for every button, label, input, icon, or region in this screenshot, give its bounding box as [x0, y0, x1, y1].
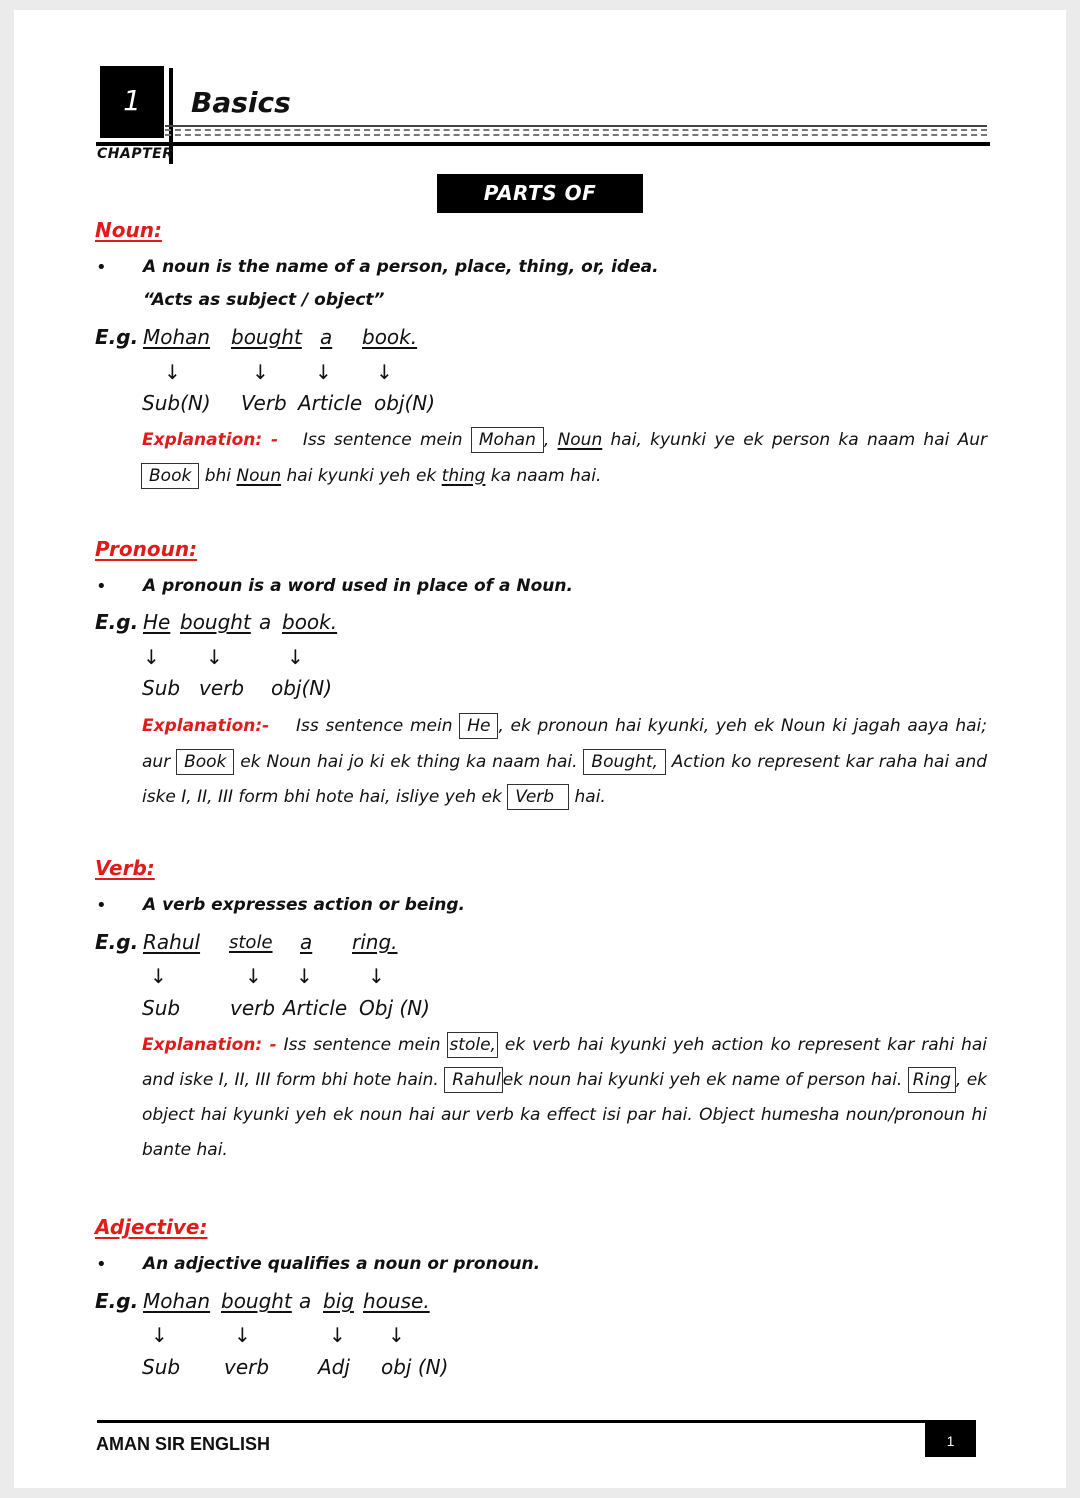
- example-word: a: [300, 930, 313, 954]
- arrow-down-icon: ↓: [296, 964, 313, 988]
- example-label: E.g.: [95, 1289, 139, 1313]
- role-label: Obj (N): [359, 996, 430, 1020]
- underlined-word: thing: [441, 465, 486, 486]
- role-label: obj(N): [374, 391, 436, 415]
- role-label: Sub: [142, 676, 181, 700]
- boxed-word: stole,: [447, 1032, 498, 1058]
- arrow-down-icon: ↓: [151, 1323, 168, 1347]
- boxed-word: Ring: [908, 1067, 956, 1093]
- arrow-down-icon: ↓: [315, 360, 332, 384]
- underlined-word: Noun: [557, 430, 603, 450]
- role-label: Sub(N): [142, 391, 211, 415]
- role-label: Sub: [142, 996, 181, 1020]
- boxed-word: Bought,: [583, 749, 665, 775]
- role-label: verb: [230, 996, 276, 1020]
- boxed-word: Verb: [507, 784, 569, 810]
- explanation-text: ,: [543, 430, 550, 450]
- arrow-down-icon: ↓: [329, 1323, 346, 1347]
- section-heading-verb: Verb:: [95, 856, 155, 880]
- arrow-down-icon: ↓: [368, 964, 385, 988]
- header-rule-thick: [96, 142, 990, 146]
- example-word: house.: [363, 1289, 430, 1313]
- example-word: book.: [282, 610, 338, 634]
- explanation-text: , ek object hai kyunki yeh ek noun hai aur verb ka effect isi par hai. Object humesha noun/pronoun hi bante hai.: [142, 1070, 988, 1160]
- example-word: stole: [229, 932, 273, 953]
- underlined-word: Noun: [236, 465, 282, 486]
- example-word: a: [259, 610, 272, 634]
- explanation-text: hai kyunki yeh ek: [286, 465, 437, 486]
- example-word: a: [299, 1289, 312, 1313]
- header-rule-dashed: [165, 129, 987, 131]
- role-label: verb: [199, 676, 245, 700]
- pronoun-explanation: [142, 709, 987, 816]
- boxed-word: He: [459, 713, 498, 739]
- role-label: obj (N): [381, 1355, 449, 1379]
- arrow-down-icon: ↓: [245, 964, 262, 988]
- chapter-label: CHAPTER: [97, 146, 174, 162]
- boxed-word: Mohan: [471, 427, 544, 453]
- bullet-icon: •: [96, 895, 107, 916]
- example-word: bought: [231, 325, 302, 349]
- explanation-text: Iss sentence mein: [302, 430, 463, 450]
- role-label: Verb: [241, 391, 287, 415]
- role-label: verb: [224, 1355, 270, 1379]
- boxed-word: Book: [176, 749, 234, 775]
- example-word: ring.: [352, 930, 398, 954]
- explanation-text: ek noun hai kyunki yeh ek name of person hai.: [502, 1070, 903, 1090]
- section-heading-noun: Noun:: [95, 218, 162, 242]
- explanation-label: Explanation: -: [142, 1035, 277, 1055]
- chapter-number-box: [100, 66, 164, 138]
- arrow-down-icon: ↓: [164, 360, 181, 384]
- arrow-down-icon: ↓: [376, 360, 393, 384]
- explanation-text: ka naam hai.: [490, 465, 602, 486]
- explanation-text: , ek pronoun hai kyunki, yeh ek Noun ki jagah aaya hai; aur: [142, 716, 988, 772]
- arrow-down-icon: ↓: [252, 360, 269, 384]
- bullet-icon: •: [96, 576, 107, 597]
- example-label: E.g.: [95, 325, 139, 349]
- arrow-down-icon: ↓: [287, 645, 304, 669]
- header-rule-thin: [165, 125, 987, 127]
- page-heading: PARTS OF SPEECH: [437, 174, 643, 213]
- explanation-text: hai, kyunki ye ek person ka naam hai Aur: [610, 430, 988, 450]
- example-word: bought: [180, 610, 251, 634]
- arrow-down-icon: ↓: [150, 964, 167, 988]
- arrow-down-icon: ↓: [234, 1323, 251, 1347]
- noun-definition-note: “Acts as subject / object”: [143, 290, 385, 310]
- explanation-text: Iss sentence mein: [296, 716, 453, 736]
- boxed-word: Rahul: [444, 1067, 503, 1093]
- example-word: a: [320, 325, 333, 349]
- example-word: Mohan: [143, 1289, 211, 1313]
- adjective-definition: An adjective qualifies a noun or pronoun.: [143, 1254, 541, 1274]
- arrow-down-icon: ↓: [388, 1323, 405, 1347]
- pronoun-definition: A pronoun is a word used in place of a Noun.: [143, 576, 573, 596]
- chapter-number: 1: [123, 84, 141, 117]
- example-word: big: [323, 1289, 354, 1313]
- role-label: obj(N): [271, 676, 333, 700]
- example-word: bought: [221, 1289, 292, 1313]
- role-label: Adj: [318, 1355, 350, 1379]
- footer-rule: [97, 1420, 976, 1423]
- chapter-title: Basics: [191, 86, 291, 119]
- role-label: Article: [298, 391, 363, 415]
- example-label: E.g.: [95, 610, 139, 634]
- footer-brand: AMAN SIR ENGLISH: [96, 1434, 271, 1454]
- verb-explanation: [142, 1028, 987, 1168]
- bullet-icon: •: [96, 257, 107, 278]
- section-heading-pronoun: Pronoun:: [95, 537, 198, 561]
- noun-definition: A noun is the name of a person, place, thing, or, idea.: [143, 257, 659, 277]
- example-word: Rahul: [143, 930, 201, 954]
- explanation-text: bhi: [204, 465, 232, 486]
- role-label: Sub: [142, 1355, 181, 1379]
- bullet-icon: •: [96, 1254, 107, 1275]
- example-word: Mohan: [143, 325, 211, 349]
- explanation-label: Explanation:-: [142, 716, 270, 736]
- page-number: 1: [925, 1422, 976, 1457]
- header-rule-dashed: [165, 134, 987, 136]
- arrow-down-icon: ↓: [143, 645, 160, 669]
- explanation-text: ek verb hai kyunki yeh action ko represent kar rahi hai and iske I, II, III form bhi hote hain.: [142, 1035, 988, 1090]
- explanation-label: Explanation: -: [142, 430, 279, 450]
- role-label: Article: [283, 996, 348, 1020]
- explanation-text: Iss sentence mein: [283, 1035, 441, 1055]
- example-label: E.g.: [95, 930, 139, 954]
- boxed-word: Book: [141, 463, 199, 489]
- explanation-text: ek Noun hai jo ki ek thing ka naam hai.: [240, 751, 578, 772]
- section-heading-adjective: Adjective:: [95, 1215, 208, 1239]
- noun-explanation: [142, 423, 987, 494]
- arrow-down-icon: ↓: [206, 645, 223, 669]
- explanation-text: hai.: [574, 787, 606, 807]
- example-word: He: [143, 610, 171, 634]
- example-word: book.: [362, 325, 418, 349]
- explanation-text: Action ko represent kar raha hai and iske I, II, III form bhi hote hai, isliye yeh ek: [142, 751, 988, 807]
- verb-definition: A verb expresses action or being.: [143, 895, 465, 915]
